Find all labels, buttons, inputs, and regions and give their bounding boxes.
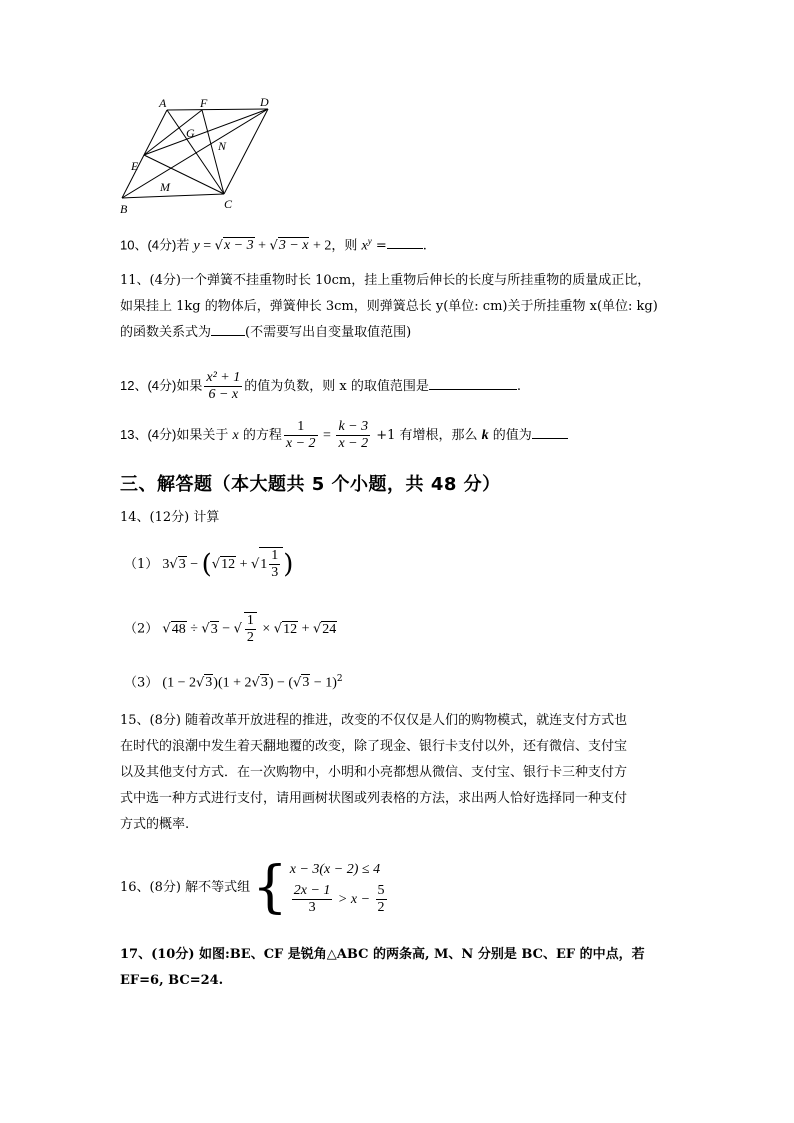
q14-p1-r2: 12 (221, 557, 236, 572)
edge-AD (167, 109, 268, 110)
q16-frac2-num: 5 (377, 882, 385, 898)
q13-eq: = (319, 428, 335, 443)
q14-p2-div: ÷ (186, 621, 202, 637)
q12-number: 12、(4分) (120, 378, 177, 393)
q14-p1-int: 1 (260, 557, 268, 572)
question-14-heading: 14、(12分) 计算 (120, 510, 220, 525)
q14-p3-r2: 3 (260, 675, 268, 691)
line-AC (167, 110, 224, 194)
q12-frac-denominator: 6 − x (208, 387, 239, 402)
label-D: D (260, 95, 269, 109)
q14-p2-r3: 12 (283, 621, 298, 637)
q13-end: 的值为 (488, 428, 532, 443)
q14-p1-frac-num: 1 (271, 548, 279, 563)
q12-frac-numerator: x² + 1 (206, 370, 241, 385)
q10-sqrt2: 3 − x (278, 238, 309, 254)
q14-p2-r1: 48 (171, 621, 186, 637)
q12-end: . (516, 379, 521, 394)
brace-icon: { (252, 855, 288, 920)
question-15 (120, 708, 627, 838)
q15-line4: 式中选一种方式进行支付，请用画树状图或列表格的方法，求出两人恰好选择同一种支付 (120, 791, 628, 806)
q14-p1-r1: 3 (178, 557, 186, 572)
q10-end: . (422, 238, 427, 254)
q16-gt: > x − (334, 891, 374, 907)
q14-p2-frac-num: 1 (246, 613, 254, 628)
line-EC (144, 155, 224, 194)
q14-p2-times: × (258, 621, 274, 637)
q13-k: k (481, 428, 489, 443)
q10-pre: 若 (176, 238, 190, 254)
label-G: G (186, 126, 195, 140)
q10-eq: = (199, 238, 215, 254)
q13-frac2-denominator: x − 2 (338, 436, 369, 451)
question-11 (120, 268, 658, 346)
q16-head: 16、(8分) 解不等式组 (120, 880, 251, 895)
label-F: F (200, 96, 208, 110)
q13-number: 13、(4分) (120, 427, 177, 442)
q13-pre: 如果关于 (176, 428, 233, 443)
label-B: B (120, 202, 128, 216)
q16-frac1-num: 2x − 1 (293, 882, 331, 898)
q14-p1-plus: + (236, 557, 251, 572)
label-E: E (131, 159, 139, 173)
q10-x: x (361, 238, 368, 254)
q14-p2-minus: − (218, 621, 234, 637)
q15-line5: 方式的概率. (120, 817, 190, 832)
q10-sup: y (367, 236, 372, 246)
edge-BC (122, 194, 224, 198)
q13-after: +1 有增根，那么 (372, 428, 482, 443)
q14-p2-frac-den: 2 (246, 630, 254, 645)
q10-number: 10、(4分) (120, 237, 177, 253)
question-13 (120, 419, 568, 452)
q14-p3-label: （3） (124, 675, 159, 691)
q10-eq2: = (371, 238, 387, 254)
q13-x: x (232, 428, 239, 443)
q14-p2-label: （2） (124, 621, 159, 637)
q13-mid: 的方程 (238, 428, 282, 443)
q16-ineq1: x − 3(x − 2) ≤ 4 (289, 861, 381, 877)
q17-line2: EF=6, BC=24. (120, 973, 224, 988)
q14-p1-label: （1） (124, 557, 159, 572)
section-3-heading: 三、解答题（本大题共 5 个小题，共 48 分） (120, 474, 501, 495)
q12-answer-blank[interactable] (429, 377, 517, 390)
q13-frac1-denominator: x − 2 (285, 436, 316, 451)
q14-p2-plus: + (298, 621, 313, 637)
q15-line3: 以及其他支付方式．在一次购物中，小明和小亮都想从微信、支付宝、银行卡三种支付方 (120, 765, 628, 780)
q10-plus: + (254, 238, 270, 254)
q11-line3a: 的函数关系式为 (120, 325, 212, 340)
q16-frac1-den: 3 (308, 899, 316, 915)
geometry-figure (110, 95, 290, 220)
label-M: M (160, 180, 170, 194)
line-ED (144, 109, 268, 155)
q17-line1: 17、(10分) 如图:BE、CF 是锐角△ABC 的两条高, M、N 分别是 BC、EF 的中点，若 (120, 947, 645, 962)
q14-p3-c: ) − ( (268, 675, 294, 691)
label-N: N (218, 139, 227, 153)
question-10: 10、(4分)若 y = √x − 3 + √3 − x + 2，则 $x^y$ = . (120, 236, 427, 254)
q14-p1-frac-den: 3 (271, 565, 279, 580)
q13-frac2-numerator: k − 3 (338, 419, 369, 434)
q14-p3-r3: 3 (302, 675, 310, 691)
edge-CD (224, 109, 268, 194)
q11-line2: 如果挂上 1kg 的物体后，弹簧伸长 3cm，则弹簧总长 y(单位: cm)关于所挂重物 x(单位: kg) (120, 299, 658, 314)
q14-part1: （1） 3√3 − (√12 + √1 $\frac{1}{3}$ ) (124, 548, 294, 580)
q14-p1-a: 3 (162, 557, 170, 572)
q15-line2: 在时代的浪潮中发生着天翻地覆的改变，除了现金、银行卡支付以外，还有微信、支付宝 (120, 739, 628, 754)
q11-answer-blank[interactable] (211, 323, 245, 336)
q14-p3-r1: 3 (205, 675, 213, 691)
q14-p2-r2: 3 (210, 621, 218, 637)
q11-line3b: (不需要写出自变量取值范围) (245, 325, 412, 340)
q10-comma: ，则 (331, 238, 362, 254)
question-12 (120, 370, 521, 403)
question-17 (120, 942, 645, 994)
q14-p2-r4: 24 (322, 621, 337, 637)
line-BD (122, 109, 268, 198)
q12-mid: 的值为负数，则 x 的取值范围是 (244, 379, 429, 394)
q10-sqrt1: x − 3 (223, 238, 254, 254)
q10-answer-blank[interactable] (387, 236, 423, 249)
q14-p1-minus: − (186, 557, 202, 572)
q13-answer-blank[interactable] (532, 426, 568, 439)
q14-p3-a: (1 − 2 (162, 675, 196, 691)
q14-p3-d: − 1) (310, 675, 337, 691)
q12-pre: 如果 (176, 379, 203, 394)
q15-line1: 15、(8分) 随着改革开放进程的推进，改变的不仅仅是人们的购物模式，就连支付方式也 (120, 713, 628, 728)
q16-frac2-den: 2 (377, 899, 385, 915)
q10-tail: + 2 (309, 238, 332, 254)
label-C: C (224, 197, 233, 211)
q14-p3-sup: 2 (336, 674, 343, 684)
q14-part2: （2） √48 ÷ √3 − √ $\frac{1}{2}$ × √12 + √24 (124, 613, 337, 645)
q10-y: y (193, 238, 200, 254)
q13-frac1-numerator: 1 (284, 419, 318, 436)
q14-p3-b: )(1 + 2 (213, 675, 252, 691)
q11-line1: 11、(4分)一个弹簧不挂重物时长 10cm，挂上重物后伸长的长度与所挂重物的质量成正比， (120, 273, 651, 288)
question-16 (120, 855, 389, 920)
q14-part3: （3） $(1 - 2√3)(1 + 2√3) - (√3 - 1)^2$ (124, 674, 343, 691)
label-A: A (159, 96, 167, 110)
